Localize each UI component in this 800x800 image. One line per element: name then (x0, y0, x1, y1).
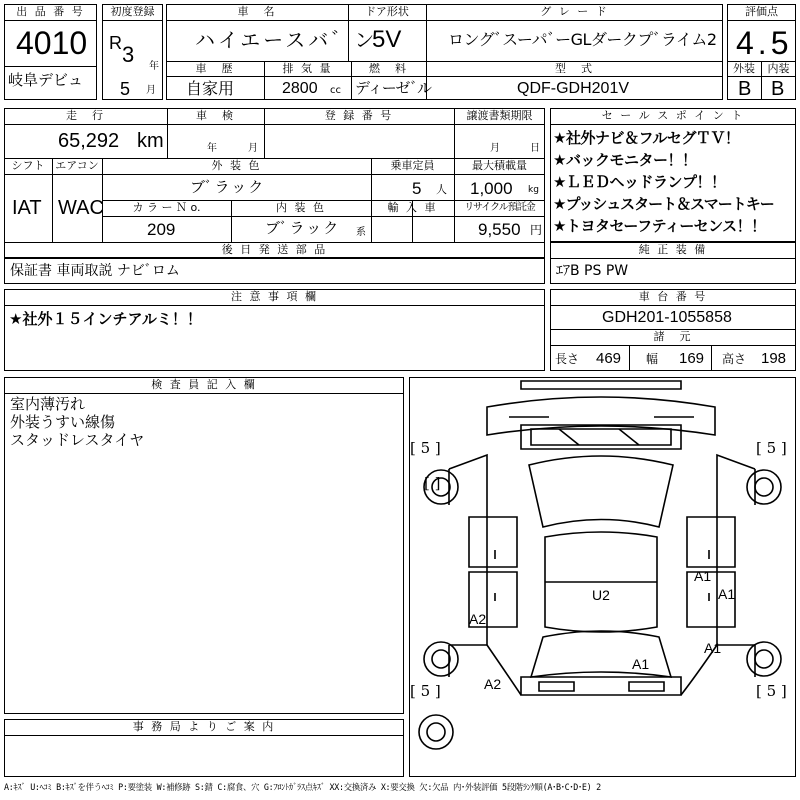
displacement-label: 排 気 量 (282, 62, 333, 75)
displacement: 2800 (282, 80, 318, 97)
fuel: ディーゼﾞル (355, 79, 432, 97)
mileage-label: 走 行 (66, 109, 105, 122)
length: 469 (596, 350, 622, 367)
load: 1,000 (470, 179, 513, 198)
damage-mark-rear-window: A1 (632, 656, 650, 672)
recycle-label: リサイクル預託金 (464, 202, 535, 213)
sales-point-4: ★プッシュスタート＆スマートキー (553, 195, 774, 213)
recycle-fee: 9,550 (478, 220, 521, 239)
later-parts: 保証書 車両取説 ナビﾞロム (10, 263, 180, 279)
equipment-label: 純 正 装 備 (638, 243, 708, 256)
exterior-color-label: 外 装 色 (211, 159, 262, 172)
door-type: 5V (372, 26, 402, 53)
capacity-label: 乗車定員 (390, 159, 435, 172)
first-reg-label: 初度登録 (110, 5, 155, 18)
ext-grade-label: 外装 (733, 62, 755, 75)
doc-deadline-label: 譲渡書類期限 (466, 109, 533, 122)
inspector-label: 検 査 員 記 入 欄 (151, 378, 257, 391)
inspection-label: 車 検 (196, 109, 235, 122)
width: 169 (679, 350, 705, 367)
damage-mark-left-rear: A2 (484, 676, 502, 692)
width-label: 幅 (646, 352, 659, 366)
reg-year: 3 (122, 42, 135, 67)
exterior-color: ブﾞラック (190, 178, 266, 196)
sales-point-2: ★バックモニター！！ (553, 151, 697, 169)
interior-color-label: 内 装 色 (276, 201, 326, 214)
damage-mark-left-door: A2 (469, 611, 487, 627)
int-grade: B (771, 78, 785, 100)
model: QDF-GDH201V (517, 80, 630, 97)
grade: ロングﾞスーパﾞーGLダークプﾞライム2 (448, 30, 717, 49)
height: 198 (761, 350, 787, 367)
ac-label: エアコン (55, 159, 99, 172)
sales-points-label: セ ー ル ス ポ イ ン ト (601, 109, 745, 122)
damage-mark-roof: U2 (592, 587, 610, 603)
ext-grade: B (738, 78, 752, 100)
history-label: 車 歴 (195, 62, 235, 75)
sales-point-3: ★ＬＥＤヘッドランプ！！ (553, 173, 726, 191)
length-label: 長さ (555, 352, 580, 366)
chassis-number: GDH201-1055858 (602, 309, 732, 326)
era: R (109, 33, 122, 53)
inspector-line-3: スタッドレスタイヤ (10, 431, 145, 449)
door-label: ドア形状 (365, 5, 409, 18)
score-label: 評価点 (745, 5, 778, 18)
tire-front-right-depth: [ 5 ] (756, 439, 787, 457)
damage-mark-right-rear: A1 (704, 640, 722, 656)
sales-point-5: ★トヨタセーフティーセンス！！ (553, 217, 766, 235)
notes: ★社外１５インチアルミ！！ (9, 310, 202, 328)
capacity-unit: 人 (436, 183, 447, 196)
damage-mark-right-door: A1 (718, 586, 736, 602)
capacity: 5 (412, 179, 422, 198)
load-label: 最大積載量 (472, 159, 527, 172)
interior-color: ブﾞラック (265, 219, 341, 237)
int-grade-label: 内装 (767, 62, 790, 75)
score: 4.5 (736, 25, 793, 61)
grade-label: グ レ ー ド (540, 5, 609, 18)
sales-point-1: ★社外ナビ＆フルセグＴＶ！ (553, 129, 740, 147)
fuel-label: 燃 料 (369, 62, 408, 75)
shift: IAT (12, 197, 42, 219)
venue: 岐阜デビュ (8, 71, 84, 89)
doc-month-unit: 月 (490, 143, 500, 154)
plate-label: 登 録 番 号 (324, 109, 394, 122)
car-diagram-svg (409, 377, 796, 777)
recycle-unit: 円 (530, 223, 543, 237)
chassis-label: 車 台 番 号 (638, 290, 708, 303)
reg-month: 5 (120, 79, 131, 99)
displacement-unit: cc (330, 85, 341, 96)
mileage-unit: km (137, 130, 164, 152)
equipment: ｴｱB PS PW (556, 263, 629, 279)
car-name-label: 車 名 (237, 5, 277, 18)
legend: A:ｷｽﾞ U:ﾍｺﾐ B:ｷｽﾞを伴うﾍｺﾐ P:要塗装 W:補修跡 S:錆 C:腐食、穴 G:ﾌﾛﾝﾄｶﾞﾗｽ点ｷｽﾞ XX:交換済み X:要交換 欠:欠品 内･外装評価 5段階ﾗﾝｸ順(A･B･C･D･E) 2 (4, 782, 601, 792)
doc-day-unit: 日 (530, 143, 540, 154)
inspection-month-unit: 月 (248, 143, 258, 154)
spare-tire-depth: [ ] (424, 474, 441, 492)
tire-rear-left-depth: [ 5 ] (410, 682, 441, 700)
interior-color-suffix: 系 (356, 227, 366, 238)
mileage: 65,292 (58, 130, 120, 152)
load-unit: kg (528, 185, 539, 195)
model-label: 型 式 (555, 62, 594, 75)
ac: WAC (58, 197, 104, 219)
inspector-line-2: 外装うすい線傷 (10, 413, 116, 431)
damage-mark-right-front: A1 (694, 568, 712, 584)
spec-label: 諸 元 (653, 330, 693, 343)
color-no-label: カ ラ ー Ｎ o. (132, 201, 201, 214)
inspection-year-unit: 年 (207, 143, 217, 154)
notes-label: 注 意 事 項 欄 (231, 290, 318, 303)
tire-rear-right-depth: [ 5 ] (756, 682, 787, 700)
history: 自家用 (186, 79, 235, 98)
import-label: 輸 入 車 (387, 201, 438, 214)
reg-year-unit: 年 (149, 61, 159, 72)
shift-label: シフト (11, 159, 45, 172)
tire-front-left-depth: [ 5 ] (410, 439, 441, 457)
car-name: ハイエースバ゛ン (195, 28, 378, 52)
height-label: 高さ (722, 352, 747, 366)
inspector-line-1: 室内薄汚れ (10, 395, 86, 413)
lot-label: 出 品 番 号 (16, 5, 85, 18)
reg-month-unit: 月 (146, 85, 156, 96)
later-parts-label: 後 日 発 送 部 品 (221, 243, 328, 256)
lot-number: 4010 (16, 25, 88, 61)
color-no: 209 (147, 220, 176, 239)
office-label: 事 務 局 よ り ご 案 内 (132, 720, 276, 733)
